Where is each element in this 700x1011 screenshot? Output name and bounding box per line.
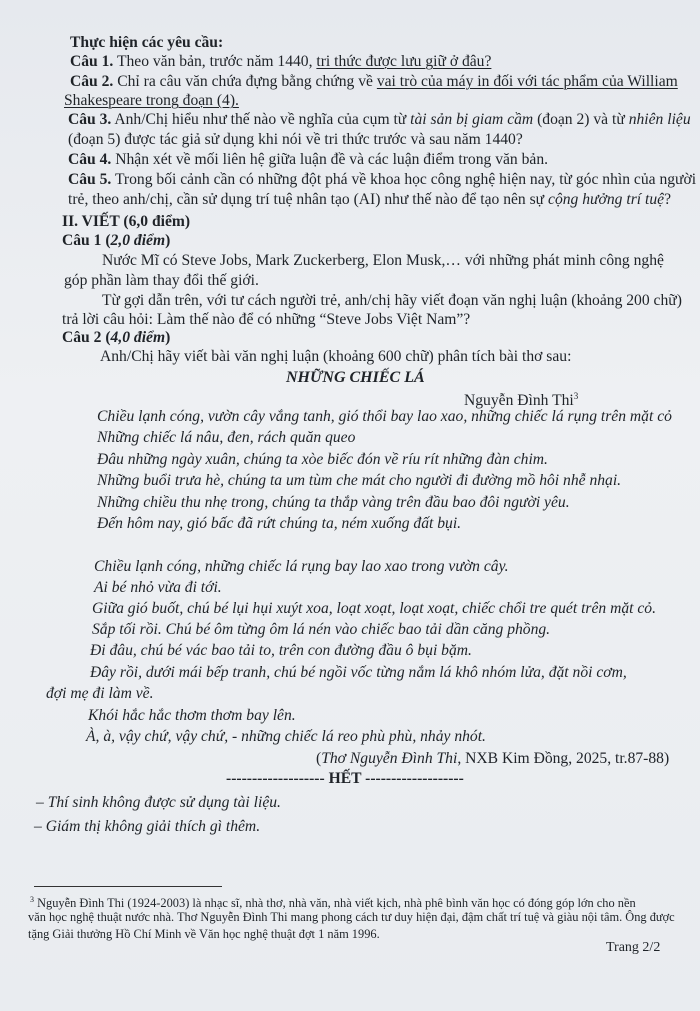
writing-question-2-points: 4,0 điểm <box>110 329 166 346</box>
question-3-text: Anh/Chị hiểu như thế nào về nghĩa của cụm từ <box>111 111 411 128</box>
poem-stanza-2-line-7: đợi mẹ đi làm về. <box>46 685 154 702</box>
question-4-text: Nhận xét về mối liên hệ giữa luận đề và các luận điểm trong văn bản. <box>111 151 549 168</box>
poem-author-name: Nguyễn Đình Thi <box>464 392 574 410</box>
question-3-line-1 <box>68 110 691 130</box>
writing-question-1-heading <box>62 231 170 251</box>
question-5-term: cộng hưởng trí tuệ <box>548 191 665 208</box>
question-1-text: Theo văn bản, trước năm 1440, <box>113 53 317 70</box>
footnote-number: 3 <box>30 895 34 904</box>
question-5-line-1 <box>68 170 696 190</box>
question-2-line-2 <box>64 91 239 111</box>
question-2-underlined-2: Shakespeare trong đoạn (4). <box>64 92 239 109</box>
poem-stanza-2-line-3: Giữa gió buốt, chú bé lụi hụi xuýt xoa, loạt xoạt, loạt xoạt, chiếc chổi tre quét trên mặt cỏ. <box>92 600 656 617</box>
writing-question-1-p2-line-1: Từ gợi dẫn trên, với tư cách người trẻ, anh/chị hãy viết đoạn văn nghị luận (khoảng 200 chữ) <box>102 292 682 309</box>
writing-question-2-close: ) <box>165 329 171 346</box>
question-5-text-2: trẻ, theo anh/chị, cần sử dụng trí tuệ nhân tạo (AI) như thế nào để tạo nên sự <box>68 191 549 208</box>
writing-question-2-heading <box>62 328 170 348</box>
question-1 <box>70 52 491 72</box>
writing-question-1-points: 2,0 điểm <box>110 232 166 249</box>
question-3-label: Câu 3. <box>68 111 112 128</box>
question-5-line-2 <box>68 190 671 210</box>
poem-stanza-1-line-2: Những chiếc lá nâu, đen, rách quăn queo <box>97 429 356 446</box>
instruction-heading: Thực hiện các yêu cầu: <box>70 34 224 51</box>
poem-stanza-2-line-8: Khói hắc hắc thơm thơm bay lên. <box>88 707 296 724</box>
question-1-underlined: tri thức được lưu giữ ở đâu? <box>316 53 492 70</box>
poem-stanza-2-line-2: Ai bé nhỏ vừa đi tới. <box>94 579 222 596</box>
footnote-rule <box>34 886 222 887</box>
question-5-label: Câu 5. <box>68 171 112 188</box>
question-1-label: Câu 1. <box>70 53 114 70</box>
question-4 <box>68 150 548 170</box>
poem-stanza-1-line-3: Đâu những ngày xuân, chúng ta xòe biếc đón về ríu rít những đàn chim. <box>97 451 548 468</box>
end-marker <box>226 769 464 789</box>
question-2-text: Chỉ ra câu văn chứa đựng bằng chứng về <box>113 73 377 90</box>
note-no-explanation: – Giám thị không giải thích gì thêm. <box>34 818 261 835</box>
poem-stanza-1-line-5: Những chiều thu nhẹ trong, chúng ta thắp vàng trên đầu bao đôi người yêu. <box>97 494 570 511</box>
poem-stanza-2-line-6: Đây rồi, dưới mái bếp tranh, chú bé ngồi vốc từng nắm lá khô nhóm lửa, đặt nồi cơm, <box>90 664 627 681</box>
poem-stanza-2-line-5: Đi đâu, chú bé vác bao tải to, trên con đường đầu ô bụi bặm. <box>90 642 472 659</box>
poem-stanza-1-line-1: Chiều lạnh cóng, vườn cây vắng tanh, gió thổi bay lao xao, những chiếc lá rụng trên mặt cỏ <box>97 408 672 425</box>
writing-question-1-p1-line-1: Nước Mĩ có Steve Jobs, Mark Zuckerberg, Elon Musk,… với những phát minh công nghệ <box>102 252 664 269</box>
writing-question-1-close: ) <box>165 232 171 249</box>
question-5-text: Trong bối cảnh cần có những đột phá về khoa học công nghệ hiện nay, từ góc nhìn của người <box>111 171 697 188</box>
question-2-line-1 <box>70 72 678 92</box>
poem-stanza-1-line-4: Những buổi trưa hè, chúng ta um tùm che mát cho người đi đường mồ hôi nhễ nhại. <box>97 472 622 489</box>
question-3-term-1: tài sản bị giam cầm <box>410 111 534 128</box>
poem-source-details: , NXB Kim Đồng, 2025, tr.87-88) <box>457 750 670 767</box>
question-3-term-2: nhiên liệu <box>628 111 691 128</box>
poem-stanza-2-line-4: Sắp tối rồi. Chú bé ôm từng ôm lá nén vào chiếc bao tải dần căng phồng. <box>92 621 551 638</box>
question-5-end: ? <box>664 191 671 208</box>
poem-source-title: Thơ Nguyễn Đình Thi <box>321 750 458 767</box>
writing-question-1-label: Câu 1 ( <box>62 232 111 249</box>
question-3-text-b: (đoạn 2) và từ <box>533 111 629 128</box>
writing-question-2-label: Câu 2 ( <box>62 329 111 346</box>
note-no-materials: – Thí sinh không được sử dụng tài liệu. <box>36 794 281 811</box>
poem-source-open: ( <box>316 750 322 767</box>
end-word: HẾT <box>328 770 362 787</box>
poem-stanza-2-line-9: À, à, vậy chứ, vậy chứ, - những chiếc lá reo phù phù, nhảy nhót. <box>86 728 486 745</box>
poem-stanza-1-line-6: Đến hôm nay, gió bấc đã rứt chúng ta, ném xuống đất bụi. <box>97 515 462 532</box>
page-number: Trang 2/2 <box>606 940 661 955</box>
end-dashes-left: ------------------- <box>226 770 325 787</box>
writing-question-2-prompt: Anh/Chị hãy viết bài văn nghị luận (khoảng 600 chữ) phân tích bài thơ sau: <box>100 348 572 365</box>
writing-question-1-p1-line-2: góp phần làm thay đổi thế giới. <box>64 272 259 289</box>
poem-stanza-2-line-1: Chiều lạnh cóng, những chiếc lá rụng bay lao xao trong vườn cây. <box>94 558 509 575</box>
footnote-text-1: Nguyễn Đình Thi (1924-2003) là nhạc sĩ, nhà thơ, nhà văn, nhà viết kịch, nhà phê bình văn học có đóng góp lớn cho nền <box>34 896 636 911</box>
question-4-label: Câu 4. <box>68 151 112 168</box>
footnote-line-3: tặng Giải thưởng Hồ Chí Minh về Văn học nghệ thuật đợt 1 năm 1996. <box>28 927 380 941</box>
writing-question-1-p2-line-2: trả lời câu hỏi: Làm thế nào để có những “Steve Jobs Việt Nam”? <box>62 311 471 328</box>
question-2-label: Câu 2. <box>70 73 114 90</box>
poem-source <box>316 749 669 769</box>
footnote-line-2: văn học nghệ thuật nước nhà. Thơ Nguyễn Đình Thi mang phong cách tư duy hiện đại, đậm chất trí tuệ và giàu nội tâm. Ông được <box>28 910 675 924</box>
poem-author-note-ref: 3 <box>573 391 579 401</box>
writing-heading: II. VIẾT (6,0 điểm) <box>62 213 191 230</box>
question-2-underlined: vai trò của máy in đối với tác phẩm của William <box>376 73 678 90</box>
poem-title: NHỮNG CHIẾC LÁ <box>286 369 425 386</box>
end-dashes-right: ------------------- <box>365 770 464 787</box>
question-3-line-2: (đoạn 5) được tác giả sử dụng khi nói về tri thức trước và sau năm 1440? <box>68 131 523 148</box>
